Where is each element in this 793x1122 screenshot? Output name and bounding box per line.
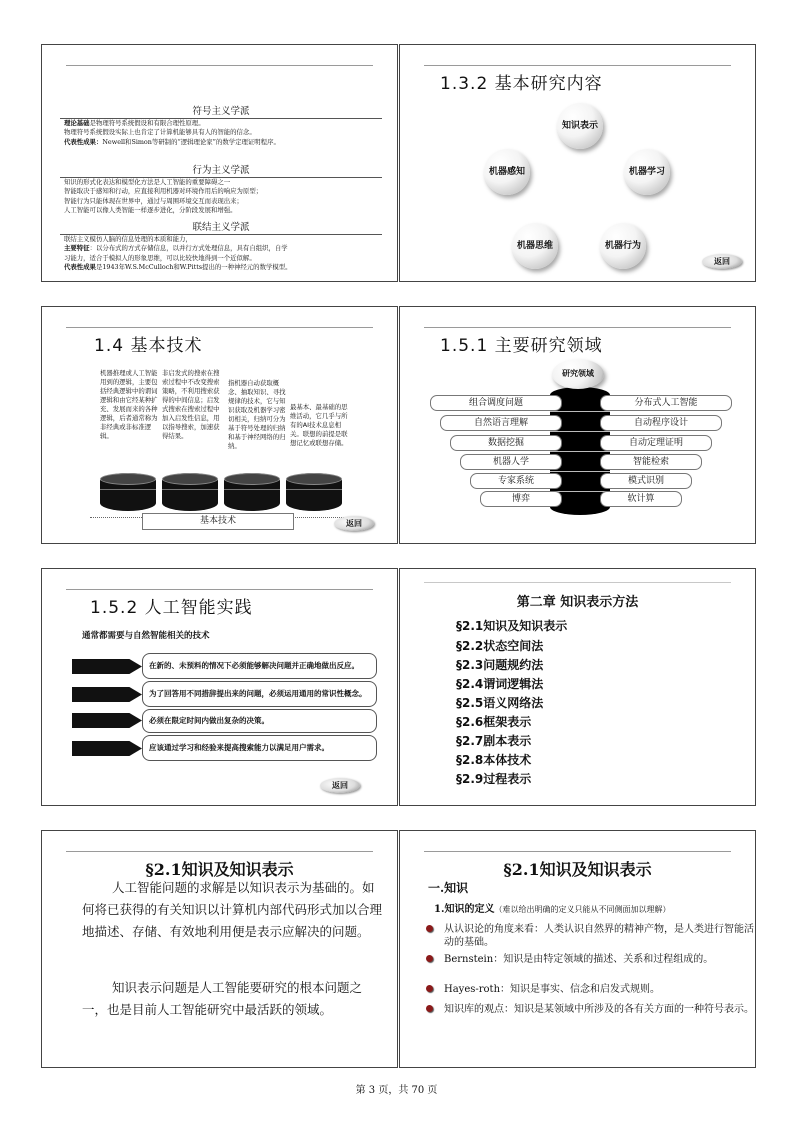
line-text: 人工智能可以像人类智能一样逐步进化，分阶段发展和增强。	[64, 206, 237, 215]
section-heading: 符号主义学派	[60, 103, 382, 119]
slide-rule	[66, 851, 373, 852]
area-right: 软计算	[600, 491, 682, 507]
tech-col-induction: 指机器自动获取概念、抽取知识、寻找规律的技术，它与知识获取及机器学习密切相关，归纳可分为基于符号处理的归纳和基于神经网络的归纳。	[228, 379, 286, 450]
toc-item[interactable]: §2.6框架表示	[456, 715, 532, 729]
definition-note: （难以给出明确的定义只能从不同侧面加以理解）	[494, 905, 671, 914]
toc-item[interactable]: §2.3问题规约法	[456, 658, 544, 672]
slide-rule	[424, 65, 731, 66]
arrow-icon	[72, 713, 142, 728]
slide-ai-practice	[41, 568, 398, 806]
section-behaviorism	[60, 162, 382, 216]
toc-item[interactable]: §2.5语义网络法	[456, 696, 544, 710]
area-left: 机器人学	[460, 454, 562, 470]
slide-title: 1.5.1 主要研究领域	[440, 336, 603, 356]
line-text: 智能行为只能体现在世界中，通过与周围环境交互而表现出来；	[64, 196, 243, 205]
node-machine-behavior: 机器行为	[600, 223, 646, 269]
area-left: 专家系统	[470, 473, 562, 489]
tech-col-reasoning: 机器推理或人工智能用到的逻辑，主要包括经典逻辑中的谓词逻辑和由它经某种扩充、发展而来的各种逻辑，后者通常称为非经典或非标准逻辑。	[100, 369, 158, 440]
section-connectionism	[60, 219, 382, 273]
cylinder-icon	[224, 473, 280, 511]
line-text: 智能取决于感知和行动，应直接利用机器对环境作用后的响应为原型；	[64, 187, 263, 196]
bullet-icon	[426, 955, 433, 962]
practice-item: 在新的、未预料的情况下必须能够解决问题并正确地做出反应。	[142, 653, 377, 679]
toc-item[interactable]: §2.7剧本表示	[456, 734, 532, 748]
line-text: 知识的形式化表达和模型化方法是人工智能的重要障碍之一	[64, 178, 231, 186]
toc-item[interactable]: §2.1知识及知识表示	[456, 619, 568, 633]
back-button[interactable]: 返回	[334, 516, 374, 531]
intro-paragraph: 人工智能问题的求解是以知识表示为基础的。如何将已获得的有关知识以计算机内部代码形式加以合理地描述、存储、有效地利用便是表示应解决的问题。	[82, 880, 383, 939]
line-text: 是物理符号系统假设和有限合理性原理。	[89, 119, 205, 127]
area-left: 数据挖掘	[450, 435, 562, 451]
toc-item[interactable]: §2.9过程表示	[456, 772, 532, 786]
slide-research-areas	[399, 306, 756, 544]
arrow-icon	[72, 687, 142, 702]
slide-schools	[41, 44, 398, 282]
back-button[interactable]: 返回	[702, 254, 742, 269]
slide-rule	[424, 327, 731, 328]
toc-item[interactable]: §2.4谓词逻辑法	[456, 677, 544, 691]
node-machine-perception: 机器感知	[484, 149, 530, 195]
bullet-icon	[426, 1005, 433, 1012]
page-footer: 第 3 页，共 70 页	[355, 1085, 438, 1096]
bullet-item	[444, 923, 754, 949]
definition-heading	[434, 900, 670, 915]
chapter-title: 第二章 知识表示方法	[516, 595, 639, 610]
tech-footer-label: 基本技术	[142, 513, 294, 530]
slide-rule	[66, 65, 373, 66]
area-right: 分布式人工智能	[600, 395, 732, 411]
cylinder-icon	[100, 473, 156, 511]
slide-title: §2.1知识及知识表示	[503, 860, 652, 879]
slide-rule	[424, 582, 731, 583]
section-heading: 行为主义学派	[60, 162, 382, 178]
tech-col-search: 非启发式的搜索在搜索过程中不改变搜索策略，不利用搜索获得的中间信息；启发式搜索在搜索过程中加入启发性信息，用以指导搜索，加速获得结果。	[162, 369, 220, 440]
practice-item: 应该通过学习和经验来提高搜索能力以满足用户需求。	[142, 735, 377, 761]
intro-paragraph: 知识表示问题是人工智能要研究的根本问题之一，也是目前人工智能研究中最活跃的领域。	[82, 980, 363, 1017]
node-knowledge-representation: 知识表示	[557, 103, 603, 149]
bullet-text: 知识库的观点：知识是某领域中所涉及的各有关方面的一种符号表示。	[444, 1004, 754, 1015]
bullet-item	[444, 953, 754, 966]
area-right: 智能检索	[600, 454, 702, 470]
line-bold: 代表性成果	[64, 263, 96, 272]
node-machine-learning: 机器学习	[624, 149, 670, 195]
definition-label: 1.知识的定义	[434, 904, 495, 915]
slide-knowledge-definition	[399, 830, 756, 1068]
line-text: Newell和Simon等研制的“逻辑理论家”的数学定理证明程序。	[102, 137, 280, 146]
line-bold: 理论基础	[64, 119, 90, 127]
area-left: 自然语言理解	[440, 415, 562, 431]
bullet-text: Bernstein：知识是由特定领域的描述、关系和过程组成的。	[444, 954, 714, 965]
back-button[interactable]: 返回	[320, 778, 360, 793]
practice-item: 为了回答用不同措辞提出来的问题，必须运用通用的常识性概念。	[142, 681, 377, 707]
area-right: 模式识别	[600, 473, 692, 489]
slide-title: 1.5.2 人工智能实践	[90, 598, 253, 618]
research-center-label: 研究领域	[552, 359, 604, 389]
tech-col-association: 最基本、最基础的思维活动，它几乎与所有的AI技术息息相关。联想的前提是联想记忆或联想存储。	[290, 403, 348, 447]
area-left: 组合调度问题	[430, 395, 562, 411]
slide-rule	[66, 327, 373, 328]
practice-item: 必须在限定时间内做出复杂的决策。	[142, 709, 377, 733]
slide-title: 1.4 基本技术	[94, 336, 203, 356]
area-right: 自动程序设计	[600, 415, 722, 431]
cylinder-icon	[286, 473, 342, 511]
slide-knowledge-intro	[41, 830, 398, 1068]
bullet-icon	[426, 985, 433, 992]
arrow-icon	[72, 659, 142, 674]
node-machine-thinking: 机器思维	[512, 223, 558, 269]
bullet-icon	[426, 925, 433, 932]
bullet-item	[444, 1003, 754, 1016]
bullet-text: 从认识论的角度来看：人类认识自然界的精神产物，是人类进行智能活动的基础。	[444, 924, 754, 948]
line-text: 物理符号系统假设实际上也肯定了计算机能够具有人的智能的信念。	[64, 128, 256, 137]
line-text: 联结主义模仿人脑的信息处理的本质和能力，	[64, 235, 192, 243]
area-right: 自动定理证明	[600, 435, 712, 451]
line-bold: 代表性成果：	[64, 137, 103, 146]
arrow-icon	[72, 741, 142, 756]
section-heading: 一.知识	[428, 881, 469, 895]
cylinder-icon	[162, 473, 218, 511]
line-text: 是1943年W.S.McCulloch和W.Pitts提出的一种神经元的数学模型。	[95, 263, 292, 272]
section-symbolism	[60, 103, 382, 147]
slide-title: 1.3.2 基本研究内容	[440, 74, 603, 94]
slide-basic-research	[399, 44, 756, 282]
bullet-text: Hayes-roth：知识是事实、信念和启发式规则。	[444, 984, 661, 995]
toc-item[interactable]: §2.8本体技术	[456, 753, 532, 767]
line-text: ：以分布式的方式存储信息，以并行方式处理信息，具有自组织，自学	[89, 244, 288, 253]
slide-basic-tech	[41, 306, 398, 544]
practice-subtitle: 通常都需要与自然智能相关的技术	[82, 631, 210, 641]
section-heading: 联结主义学派	[60, 219, 382, 235]
slide-rule	[66, 589, 373, 590]
area-left: 博弈	[480, 491, 562, 507]
bullet-item	[444, 983, 754, 996]
line-text: 习能力，适合于模拟人的形象思维，可以比较快地得到一个近似解。	[64, 253, 256, 262]
line-bold: 主要特征	[64, 244, 90, 253]
slide-chapter2-toc	[399, 568, 756, 806]
toc-item[interactable]: §2.2状态空间法	[456, 639, 544, 653]
slide-rule	[424, 851, 731, 852]
slide-title: §2.1知识及知识表示	[145, 860, 294, 879]
